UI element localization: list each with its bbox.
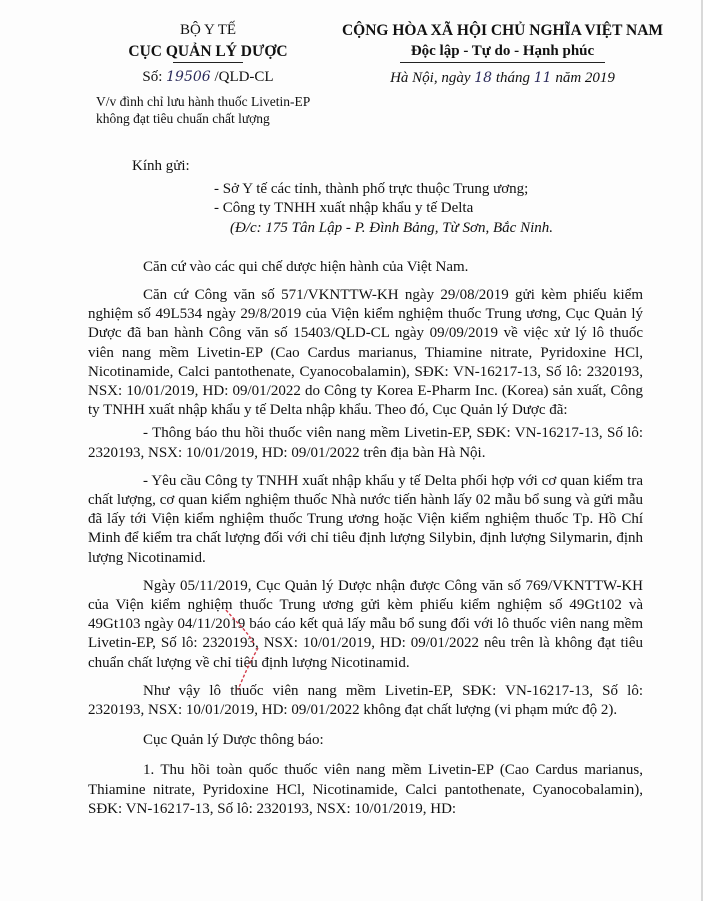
doc-number-suffix: /QLD-CL	[214, 69, 274, 85]
paragraph: - Yêu cầu Công ty TNHH xuất nhập khẩu y tế Delta phối hợp với cơ quan kiểm tra chất lượng, cơ quan kiểm nghiệm thuốc Nhà nước tiến hành lấy 02 mẫu bổ sung và gửi mẫu đã lấy tới Viện kiểm nghiệm thuốc Trung ương hoặc Viện kiểm nghiệm thuốc Tp. Hồ Chí Minh để kiểm tra chất lượng đối với chỉ tiêu định lượng Silybin, định lượng Silymarin, định lượng Nicotinamid.	[88, 472, 643, 566]
paragraph: Căn cứ Công văn số 571/VKNTTW-KH ngày 29/08/2019 gửi kèm phiếu kiểm nghiệm số 49L534 ngày 29/8/2019 của Viện kiểm nghiệm thuốc Trung ương, Cục Quản lý Dược đã ban hành Công văn số 15403/QLD-CL ngày 09/09/2019 về việc xử lý lô thuốc viên nang mềm Livetin-EP (Cao Cardus marianus, Thiamine nitrate, Pyridoxine HCl, Nicotinamide, Calci pantothenate, Cyanocobalamin), SĐK: VN-16217-13, Số lô: 2320193, NSX: 10/01/2019, HD: 09/01/2022 do Công ty Korea E-Pharm Inc. (Korea) sản xuất, Công ty TNHH xuất nhập khẩu y tế Delta nhập khẩu. Theo đó, Cục Quản lý Dược đã:	[88, 287, 643, 419]
date-year: năm 2019	[555, 70, 615, 86]
paragraph: 1. Thu hồi toàn quốc thuốc viên nang mềm Livetin-EP (Cao Cardus marianus, Thiamine nitrate, Pyridoxine HCl, Nicotinamide, Calci pantothenate, Cyanocobalamin), SĐK: VN-16217-13, Số lô: 2320193, NSX: 10/01/2019, HD:	[88, 762, 643, 817]
paragraph: - Thông báo thu hồi thuốc viên nang mềm Livetin-EP, SĐK: VN-16217-13, Số lô: 2320193, NSX: 10/01/2019, HD: 09/01/2022 trên địa bàn Hà Nội.	[88, 425, 643, 461]
department-name: CỤC QUẢN LÝ DƯỢC	[128, 43, 288, 60]
recipient-line: - Công ty TNHH xuất nhập khẩu y tế Delta	[214, 200, 474, 217]
recipients-heading: Kính gửi:	[132, 158, 190, 174]
letter-body	[88, 157, 643, 819]
recipient-line: - Sở Y tế các tỉnh, thành phố trực thuộc Trung ương;	[214, 181, 529, 198]
ministry-name: BỘ Y TẾ	[179, 22, 237, 38]
national-motto: Độc lập - Tự do - Hạnh phúc	[410, 43, 595, 59]
recipient-address: (Đ/c: 175 Tân Lập - P. Đình Bảng, Từ Sơn, Bắc Ninh.	[230, 219, 553, 236]
document-subject: V/v đình chỉ lưu hành thuốc Livetin-EP không đạt tiêu chuẩn chất lượng	[96, 94, 310, 126]
national-header	[330, 20, 675, 88]
doc-number-prefix: Số:	[142, 69, 163, 85]
paragraph: Như vậy lô thuốc viên nang mềm Livetin-EP, SĐK: VN-16217-13, Số lô: 2320193, NSX: 10/01/2019, HD: 09/01/2022 không đạt chất lượng (vi phạm mức độ 2).	[88, 682, 643, 719]
motto-underline	[400, 62, 605, 63]
issue-date	[330, 68, 675, 88]
paragraph: Căn cứ vào các qui chế dược hiện hành của Việt Nam.	[143, 258, 469, 275]
document-number	[88, 67, 328, 87]
date-place: Hà Nội, ngày	[390, 70, 471, 86]
nation-title: CỘNG HÒA XÃ HỘI CHỦ NGHĨA VIỆT NAM	[341, 22, 664, 39]
date-day: 18	[474, 70, 493, 86]
issuer-block	[88, 20, 328, 127]
paragraph: Ngày 05/11/2019, Cục Quản lý Dược nhận được Công văn số 769/VKNTTW-KH của Viện kiểm nghiệm thuốc Trung ương gửi kèm phiếu kiểm nghiệm số 49Gt102 và 49Gt103 ngày 04/11/2019 báo cáo kết quả lấy mẫu bổ sung đối với lô thuốc viên nang mềm Livetin-EP, Số lô: 2320193, NSX: 10/01/2019, HD: 09/01/2022 nêu trên là không đạt tiêu chuẩn chất lượng về chỉ tiêu định lượng Nicotinamid.	[88, 577, 643, 671]
date-month-label: tháng	[495, 70, 530, 86]
issuer-underline	[173, 62, 243, 63]
date-month: 11	[533, 70, 552, 86]
doc-number-handwritten: 19506	[166, 69, 211, 85]
paragraph: Cục Quản lý Dược thông báo:	[143, 732, 324, 749]
